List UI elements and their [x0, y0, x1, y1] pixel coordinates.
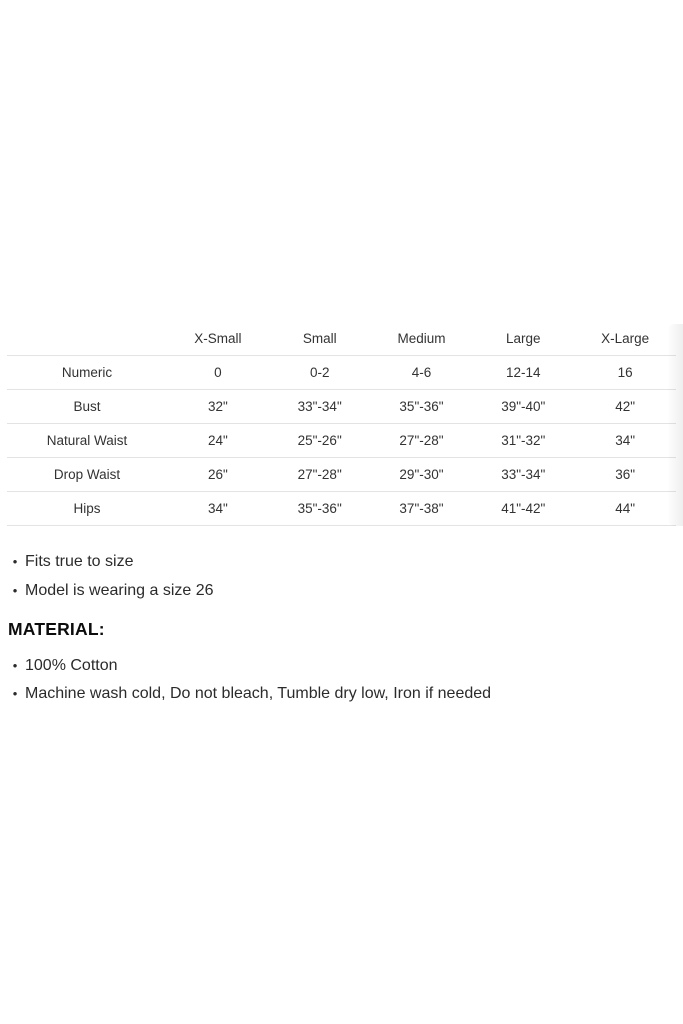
- table-cell: 33"-34": [269, 390, 371, 424]
- table-cell: 24": [167, 424, 269, 458]
- material-item-text: Machine wash cold, Do not bleach, Tumble dry low, Iron if needed: [25, 685, 492, 702]
- table-row-hips: [7, 492, 676, 526]
- table-cell: 0-2: [269, 356, 371, 390]
- fit-notes-list: [8, 547, 675, 605]
- material-item: [8, 680, 675, 708]
- row-label: Bust: [7, 390, 167, 424]
- table-row-bust: [7, 390, 676, 424]
- material-list: [8, 652, 675, 708]
- material-item: [8, 652, 675, 680]
- table-cell: 34": [167, 492, 269, 526]
- table-cell: 37"-38": [371, 492, 473, 526]
- column-header-medium: Medium: [371, 322, 473, 356]
- table-cell: 25"-26": [269, 424, 371, 458]
- size-chart-corner-cell: [7, 322, 167, 356]
- size-chart-table: [7, 322, 676, 526]
- table-cell: 39"-40": [472, 390, 574, 424]
- bullet-icon: •: [12, 554, 18, 569]
- table-cell: 32": [167, 390, 269, 424]
- table-row-natural-waist: [7, 424, 676, 458]
- fit-note-text: Model is wearing a size 26: [25, 582, 214, 599]
- table-cell: 27"-28": [269, 458, 371, 492]
- row-label: Numeric: [7, 356, 167, 390]
- table-row-numeric: [7, 356, 676, 390]
- table-cell: 4-6: [371, 356, 473, 390]
- table-cell: 31"-32": [472, 424, 574, 458]
- column-header-small: Small: [269, 322, 371, 356]
- table-cell: 29"-30": [371, 458, 473, 492]
- material-item-text: 100% Cotton: [25, 657, 118, 674]
- table-row-drop-waist: [7, 458, 676, 492]
- size-chart-table-wrap[interactable]: [0, 322, 683, 526]
- product-notes-section: [0, 547, 683, 708]
- table-cell: 27"-28": [371, 424, 473, 458]
- row-label: Drop Waist: [7, 458, 167, 492]
- row-label: Hips: [7, 492, 167, 526]
- table-cell: 42": [574, 390, 676, 424]
- table-cell: 33"-34": [472, 458, 574, 492]
- table-cell: 26": [167, 458, 269, 492]
- table-cell: 34": [574, 424, 676, 458]
- column-header-large: Large: [472, 322, 574, 356]
- fit-note-item: [8, 576, 675, 605]
- column-header-x-large: X-Large: [574, 322, 676, 356]
- fit-note-item: [8, 547, 675, 576]
- bullet-icon: •: [12, 686, 18, 701]
- table-cell: 12-14: [472, 356, 574, 390]
- row-label: Natural Waist: [7, 424, 167, 458]
- table-cell: 0: [167, 356, 269, 390]
- table-cell: 44": [574, 492, 676, 526]
- table-cell: 35"-36": [371, 390, 473, 424]
- bullet-icon: •: [12, 583, 18, 598]
- table-cell: 36": [574, 458, 676, 492]
- table-cell: 35"-36": [269, 492, 371, 526]
- column-header-x-small: X-Small: [167, 322, 269, 356]
- table-cell: 16: [574, 356, 676, 390]
- fit-note-text: Fits true to size: [25, 553, 134, 570]
- table-cell: 41"-42": [472, 492, 574, 526]
- bullet-icon: •: [12, 658, 18, 673]
- material-heading: MATERIAL:: [8, 619, 105, 639]
- size-chart-header-row: [7, 322, 676, 356]
